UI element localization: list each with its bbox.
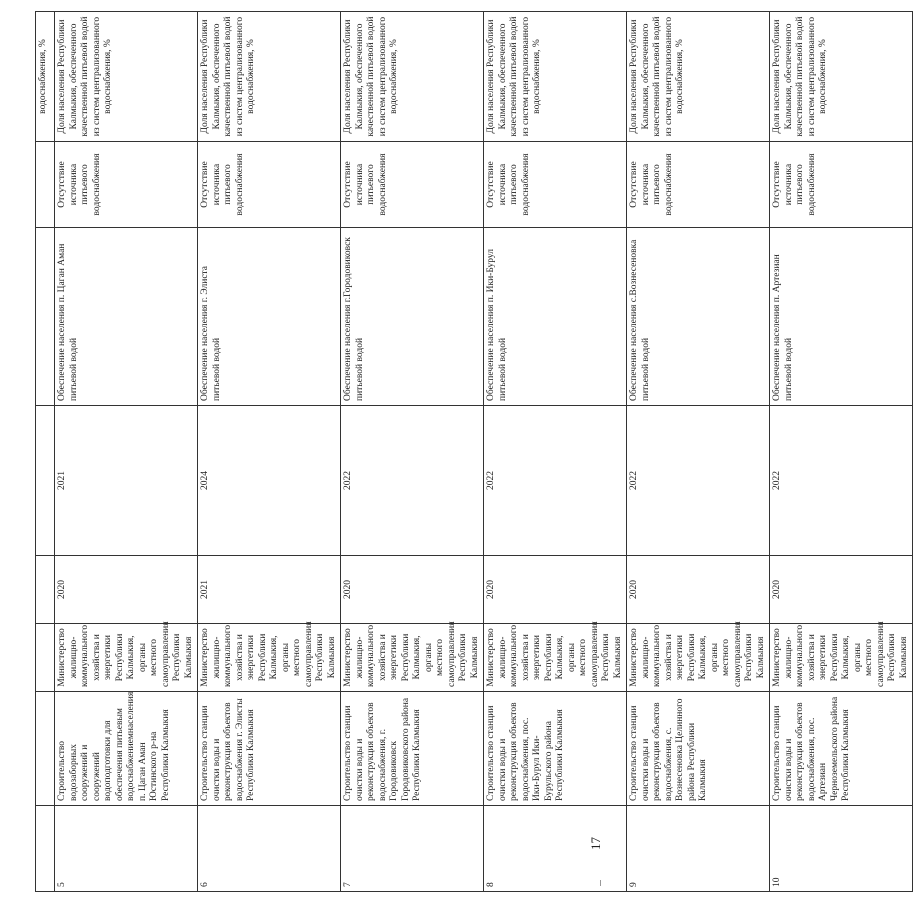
indicator-cell: Доля населения Республики Калмыкия, обеспеченного качественной питьевой водой из систем централизованного водоснабжения, % <box>55 12 198 142</box>
row-number-cell: 10 <box>770 806 913 892</box>
measure-name-cell: Строительство станции очистки воды и реконструкция объектов водоснабжения, с. Вознесеновка Целинного района Республики Калмыкия <box>627 692 770 806</box>
indicator-cell: Доля населения Республики Калмыкия, обеспеченного качественной питьевой водой из систем централизованного водоснабжения, % <box>198 12 341 142</box>
measure-name-cell: Строительство станции очистки воды и реконструкция объектов водоснабжения, пос. Ики-Бурул Ики-Бурульского района Республики Калмыкия <box>484 692 627 806</box>
start-year-cell: 2020 <box>55 556 198 624</box>
expected-result-cell: Обеспечение населения п. Артезиан питьевой водой <box>770 228 913 406</box>
row-number-cell: 8 <box>484 806 627 892</box>
top-row-last-cell: водоснабжения, % <box>36 12 55 142</box>
indicator-cell: Доля населения Республики Калмыкия, обеспеченного качественной питьевой водой из систем централизованного водоснабжения, % <box>770 12 913 142</box>
start-year-cell: 2020 <box>341 556 484 624</box>
end-year-cell: 2024 <box>198 406 341 556</box>
row-number-cell: 5 <box>55 806 198 892</box>
risk-cell: Отсутствие источника питьевого водоснабжения <box>198 142 341 228</box>
table-row <box>198 12 341 892</box>
risk-cell: Отсутствие источника питьевого водоснабжения <box>627 142 770 228</box>
end-year-cell: 2022 <box>341 406 484 556</box>
indicator-cell: Доля населения Республики Калмыкия, обеспеченного качественной питьевой водой из систем централизованного водоснабжения, % <box>627 12 770 142</box>
expected-result-cell: Обеспечение населения п. Цаган Аман питьевой водой <box>55 228 198 406</box>
end-year-cell: 2022 <box>627 406 770 556</box>
executor-cell: Министерство жилищно-коммунального хозяйства и энергетики Республики Калмыкия, органы местного самоуправления Республики Калмыкия <box>341 624 484 692</box>
table-row <box>341 12 484 892</box>
start-year-cell: 2020 <box>484 556 627 624</box>
end-year-cell: 2022 <box>770 406 913 556</box>
expected-result-cell: Обеспечение населения п. Ики-Бурул питьевой водой <box>484 228 627 406</box>
indicator-cell: Доля населения Республики Калмыкия, обеспеченного качественной питьевой водой из систем централизованного водоснабжения, % <box>484 12 627 142</box>
start-year-cell: 2020 <box>627 556 770 624</box>
executor-cell: Министерство жилищно-коммунального хозяйства и энергетики Республики Калмыкия, органы местного самоуправления Республики Калмыкия <box>770 624 913 692</box>
table-row <box>627 12 770 892</box>
table-row <box>770 12 913 892</box>
risk-cell: Отсутствие источника питьевого водоснабжения <box>55 142 198 228</box>
measure-name-cell: Строительство водозаборных сооружений и сооружений водоподготовки для обеспечения питьевым водоснабжениемнаселения п. Цаган Аман Юстинского р-на Республики Калмыкия <box>55 692 198 806</box>
measure-name-cell: Строительство станции очистки воды и реконструкция объектов водоснабжения, г. Городовиковск Городовиковского района Республики Калмыкия <box>341 692 484 806</box>
risk-cell: Отсутствие источника питьевого водоснабжения <box>341 142 484 228</box>
program-table <box>35 11 913 892</box>
margin-mark <box>600 880 607 886</box>
measure-name-cell: Строительство станции очистки воды и реконструкция объектов водоснабжения, пос. Артезиан Черноземельского района Республики Калмыкия <box>770 692 913 806</box>
executor-cell: Министерство жилищно-коммунального хозяйства и энергетики Республики Калмыкия, органы местного самоуправления Республики Калмыкия <box>198 624 341 692</box>
executor-cell: Министерство жилищно-коммунального хозяйства и энергетики Республики Калмыкия, органы местного самоуправления Республики Калмыкия <box>627 624 770 692</box>
page-number: 17 <box>588 837 603 850</box>
expected-result-cell: Обеспечение населения с.Вознесеновка питьевой водой <box>627 228 770 406</box>
executor-cell: Министерство жилищно-коммунального хозяйства и энергетики Республики Калмыкия, органы местного самоуправления Республики Калмыкия <box>484 624 627 692</box>
top-row-first-cell <box>36 806 55 892</box>
row-number-cell: 9 <box>627 806 770 892</box>
row-number-cell: 7 <box>341 806 484 892</box>
table-top-row <box>36 12 55 892</box>
risk-cell: Отсутствие источника питьевого водоснабжения <box>770 142 913 228</box>
executor-cell: Министерство жилищно-коммунального хозяйства и энергетики Республики Калмыкия, органы местного самоуправления Республики Калмыкия <box>55 624 198 692</box>
end-year-cell: 2022 <box>484 406 627 556</box>
row-number-cell: 6 <box>198 806 341 892</box>
expected-result-cell: Обеспечение населения г. Элиста питьевой водой <box>198 228 341 406</box>
indicator-cell: Доля населения Республики Калмыкия, обеспеченного качественной питьевой водой из систем централизованного водоснабжения, % <box>341 12 484 142</box>
start-year-cell: 2021 <box>198 556 341 624</box>
start-year-cell: 2020 <box>770 556 913 624</box>
end-year-cell: 2021 <box>55 406 198 556</box>
table-row <box>484 12 627 892</box>
table-row <box>55 12 198 892</box>
expected-result-cell: Обеспечение населения г.Городовиковск питьевой водой <box>341 228 484 406</box>
risk-cell: Отсутствие источника питьевого водоснабжения <box>484 142 627 228</box>
measure-name-cell: Строительство станции очистки воды и реконструкция объектов водоснабжения г. Элисты Республики Калмыкия <box>198 692 341 806</box>
